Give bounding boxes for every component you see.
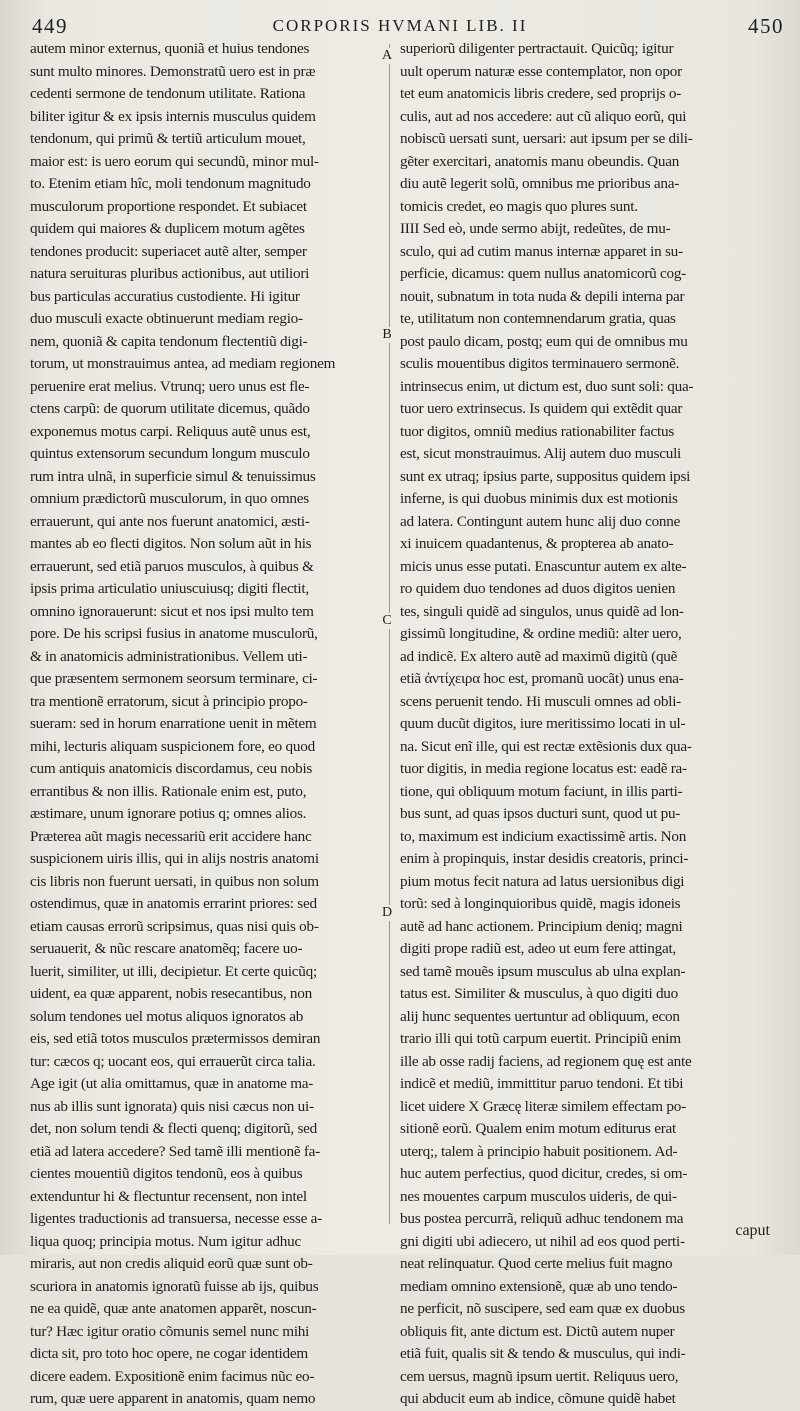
text-line: mediam omnino extensionẽ, quæ ab uno tendo- [400,1277,678,1295]
text-line: gni digiti ubi adiecero, ut nihil ad eos quod perti- [400,1232,685,1250]
text-line: omnium prædictorũ musculorum, in quo omnes [30,490,309,507]
text-line: micis unus esse putati. Enascuntur autem ex alte- [400,557,687,575]
text-line: bus sunt, ad quas ipsos ducturi sunt, quod ut pu- [400,805,681,822]
text-line: musculorum proportione respondet. Et subiacet [30,197,307,215]
text-line: cedenti sermone de tendonum utilitate. Rationa [30,85,306,102]
text-line: nouit, subnatum in tota nuda & depili interna par [400,287,685,305]
text-line: tes, singuli quidẽ ad singulos, unus quidẽ ad lon- [400,602,684,620]
text-line: na. Sicut enĩ ille, qui est rectæ extẽsionis dux qua- [400,737,692,755]
text-line: licet uidere X Græcę literæ similem effectam po- [400,1097,686,1115]
text-line: luerit, similiter, ut illi, decipietur. Et certe quicũq; [30,962,317,980]
text-line: dicta sit, pro toto hoc opere, ne cogar identidem [30,1345,308,1362]
text-line: tur? Hæc igitur oratio cõmunis semel nunc mihi [30,1322,310,1340]
text-line: bus postea percurrã, reliquũ adhuc tendonem ma [400,1210,684,1227]
margin-marker-a: A [381,48,393,63]
text-line: to, maximum est indicium exactissimẽ artis. Non [400,827,687,845]
text-line: quintus extensorum secundum longum musculo [30,445,310,462]
text-line: ro quidem duo tendones ad duos digitos uenien [400,580,676,597]
text-line: perficie, dicamus: quem nullus anatomicorũ cog- [400,265,687,282]
text-line: culis, aut ad nos accedere: aut cũ aliquo eorũ, qui [400,107,687,125]
text-line: Præterea aũt magis necessariũ erit accidere hanc [30,827,312,845]
text-line: tendonum, qui primũ & tertiũ articulum mouet, [30,130,306,147]
text-line: alij hunc sequentes uertuntur ad obliquum, econ [400,1007,680,1025]
text-line: xi inuicem quadantenus, & propterea ab anato- [400,535,674,552]
text-line: te, utilitatum non contemnendarum gratia, quas [400,310,676,327]
text-line: cem uersus, magnũ ipsum uertit. Reliquus uero, [400,1367,679,1385]
text-line: rum intra ulnã, in superficie simul & tenuissimus [30,467,316,485]
text-line: tuor digitis, in media regione locatus est: eadẽ ra- [400,760,687,777]
text-line: sed tamẽ mouẽs ipsum musculus ab ulna explan- [400,962,686,980]
text-line: qui abducit eum ab indice, cõmune quidẽ habet [400,1390,676,1407]
text-line: etiã ἀντίχειρα hoc est, promanũ uocãt) unus ena- [400,670,684,687]
text-line: tendones producit: superiacet autẽ alter, semper [30,242,307,260]
text-line: nem, quoniã & capita tendonum flectentiũ digi- [30,332,308,350]
text-line: & in anatomicis administrationibus. Vellem uti- [30,647,308,665]
left-text-column [30,38,382,1411]
text-line: duo musculi exacte obtinuerunt mediam regio- [30,310,303,327]
text-line: tione, qui obliquum motum faciunt, in illis parti- [400,782,683,800]
text-line: ne perficit, nõ suscipere, sed eam quæ ex duobus [400,1300,685,1317]
text-line: exponemus motus carpi. Reliquus autẽ unus est, [30,422,311,440]
margin-marker-c: C [380,613,394,629]
text-line: cum antiquis anatomicis discordamus, ceu nobis [30,760,313,777]
text-line: tatus est. Similiter & musculus, à quo digiti duo [400,985,678,1002]
text-line: tuor uero extrinsecus. Is quidem qui extẽdit quar [400,400,683,417]
text-line: tet eum anatomicis libris credere, sed proprijs o- [400,85,682,102]
text-line: uident, ea quæ apparent, nobis resecantibus, non [30,985,312,1002]
margin-marker-b: B [380,327,394,343]
text-line: sitionẽ eorũ. Qualem enim motum editurus erat [400,1120,676,1137]
text-line: ostendimus, quæ in anatomis errarint priores: sed [30,895,317,912]
text-line: etiã fuit, qualis sit & tendo & musculus, qui indi- [400,1345,686,1362]
text-line: neat relinquatur. Quod certe melius fuit magno [400,1255,673,1272]
text-line: autem minor externus, quoniã et huius tendones [30,40,310,57]
text-line: errantibus & non illis. Rationale enim est, puto, [30,782,307,800]
text-line: ille ab osse radij faciens, ad regionem quę est ante [400,1052,692,1070]
text-line: etiã ad latera accedere? Sed tamẽ illi mentionẽ fa- [30,1142,320,1160]
text-line: extenduntur hi & flectuntur recensent, non intel [30,1187,307,1205]
text-line: bus particulas accuratius custodiente. Hi igitur [30,287,300,305]
text-line: det, non solum tendi & flecti quenq; digitorũ, sed [30,1120,317,1137]
text-line: torũ: sed à longinquioribus quidẽ, magis idoneis [400,895,681,912]
text-line: Age igit (ut alia omittamus, quæ in anatome ma- [30,1075,314,1092]
text-line: liqua quoq; principia motus. Num igitur adhuc [30,1232,301,1250]
text-line: post paulo dicam, postq; eum qui de omnibus mu [400,332,688,350]
text-line: ad latera. Contingunt autem hunc alij duo conne [400,512,681,530]
text-line: nus ab illis sunt ignorata) quis nisi cæcus non ui- [30,1097,314,1115]
text-line: suspicionem uiris illis, qui in alijs nostris anatomi [30,850,319,867]
text-line: trario illi qui totũ carpum euertit. Principiũ enim [400,1030,681,1047]
text-line: ad indicẽ. Ex altero autẽ ad maximũ digitũ (quẽ [400,647,678,665]
text-line: tur: cæcos q; uocant eos, qui errauerũt circa talia. [30,1052,316,1070]
text-line: huc autem perfectius, quod dicitur, credes, si om- [400,1165,688,1182]
text-line: inferne, is qui duobus minimis dux est motionis [400,490,678,507]
text-line: ligentes traductionis ad transuersa, necesse esse a- [30,1210,322,1227]
text-line: errauerunt, qui ante nos fuerunt anatomici, æsti- [30,512,310,530]
text-line: quidem qui maiores & duplicem motum agẽtes [30,220,305,237]
text-line: sunt ex utraq; ipsius parte, suppositus quidem ipsi [400,467,691,485]
text-line: miraris, aut non credis aliquid eorũ quæ sunt ob- [30,1255,313,1272]
text-line: cientes mouentiũ digitos tendonũ, eos à quibus [30,1165,303,1182]
text-line: torum, ut monstrauimus antea, ad mediam regionem [30,355,336,372]
text-line: gẽter exercitari, anatomis manu obeundis. Quan [400,152,680,170]
text-line: errauerunt, sed etiã paruos musculos, à quibus & [30,557,314,575]
text-line: etiam causas errorũ scripsimus, quas nisi quis ob- [30,917,319,935]
text-line: mihi, lecturis aliquam suspicionem fore, eo quod [30,737,315,755]
page-number-right: 450 [748,14,784,38]
column-divider [389,44,390,1224]
text-line: æstimare, unum ignorare potius q; omnes alios. [30,805,307,822]
text-line: scuriora in anatomis ignoratũ fuisse ab ijs, quibus [30,1277,319,1295]
text-line: seruauerit, & nũc rescare anatomẽq; facere uo- [30,940,303,957]
text-line: tomicis credet, eo magis quo plures sunt. [400,197,638,215]
text-line: cis libris non fuerunt uersati, in quibus non solum [30,872,319,890]
text-line: ipsis prima articulatio uniuscuiusq; digiti flectit, [30,580,309,597]
text-line: indicẽ et mediũ, immittitur paruo tendoni. Et tibi [400,1075,684,1092]
catchword: caput [735,1222,770,1239]
text-line: IIII Sed eò, unde sermo abijt, redeũtes, de mu- [400,220,671,237]
text-line: ne ea quidẽ, quæ ante anatomen apparẽt, noscun- [30,1300,317,1317]
text-line: mantes ab eo flecti digitos. Non solum aũt in his [30,535,312,552]
text-line: superiorũ diligenter pertractauit. Quicũq; igitur [400,40,674,57]
text-line: enim à propinquis, instar desidis creatoris, princi- [400,850,689,867]
text-line: uult operum naturæ esse contemplator, non opor [400,62,682,80]
text-line: dicere eadem. Expositionẽ enim facimus nũc eo- [30,1367,315,1385]
text-line: pium motus fecit natura ad latus uersionibus digi [400,872,685,890]
right-text-column [400,38,768,1411]
text-line: gissimũ longitudine, & ordine mediũ: alter uero, [400,625,682,642]
text-line: autẽ ad hanc actionem. Principium deniq; magni [400,917,683,935]
text-line: digiti prope radiũ est, adeo ut eum fere attingat, [400,940,676,957]
text-line: tra mentionẽ erratorum, sicut à principio propo- [30,692,308,710]
text-line: biliter igitur & ex ipsis internis musculus quidem [30,107,316,125]
text-line: diu autẽ legerit solũ, omnibus me prioribus ana- [400,175,680,192]
text-line: uterq;, talem à principio habuit positionem. Ad- [400,1142,678,1160]
text-line: to. Etenim etiam hîc, moli tendonum magnitudo [30,175,311,192]
text-line: eis, sed etiã totos musculos prætermissos demiran [30,1030,321,1047]
margin-marker-d: D [381,905,393,920]
text-line: omnino ignorauerunt: sicut et nos ipsi multo tem [30,602,314,620]
text-line: ctens carpũ: de quorum utilitate dicemus, quãdo [30,400,310,417]
text-line: sueram: sed in horum enarratione uenit in mẽtem [30,715,317,732]
text-line: peruenire erat melius. Vtrunq; uero unus est fle- [30,377,310,395]
text-line: rum, quæ uere apparent in anatomis, quam nemo [30,1390,316,1407]
running-title: CORPORIS HVMANI LIB. II [272,16,528,35]
text-line: sculis mouentibus digitos terminauero sermonẽ. [400,355,680,372]
text-line: intrinsecus enim, ut dictum est, duo sunt soli: qua- [400,377,694,395]
text-line: que præsentem sermonem seorsum terminare, ci- [30,670,318,687]
text-line: nobiscũ uersati sunt, uersari: aut ipsum per se dili- [400,130,693,147]
text-line: sculo, qui ad cutim manus internæ apparet in su- [400,242,683,260]
text-line: pore. De his scripsi fusius in anatome musculorũ, [30,625,318,642]
text-line: quum ducũt digitos, iure meritissimo locati in ul- [400,715,686,732]
text-line: natura seruituras pluribus actionibus, aut utiliori [30,265,310,282]
text-line: nes mouentes carpum musculos uideris, de qui- [400,1187,677,1205]
page-number-left: 449 [32,14,68,38]
text-line: obliquis fit, ante dictum est. Dictũ autem nuper [400,1322,675,1340]
text-line: sunt multo minores. Demonstratũ uero est in præ [30,62,316,80]
text-line: tuor digitos, omniũ medius rationabiliter factus [400,422,674,440]
text-line: est, sicut monstrauimus. Alij autem duo musculi [400,445,682,462]
text-line: maior est: is uero eorum qui secundũ, minor mul- [30,152,319,170]
text-line: scens peruenit tendo. Hi musculi omnes ad obli- [400,692,681,710]
text-line: solum tendones uel motus aliquos ignoratos ab [30,1007,304,1025]
